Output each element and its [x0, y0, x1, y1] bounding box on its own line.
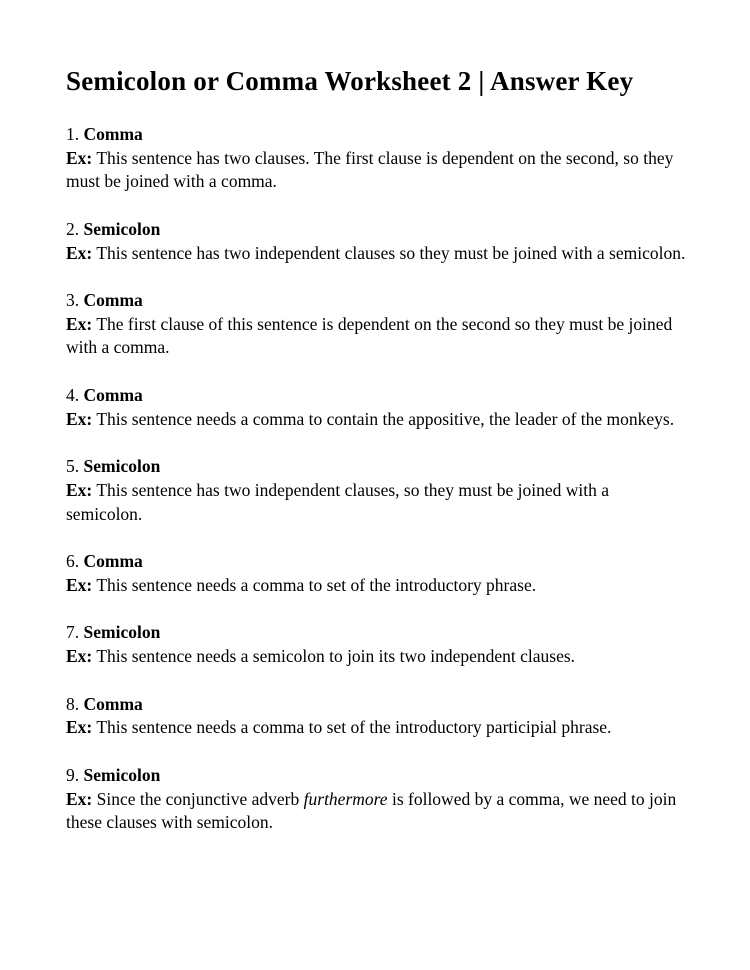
explanation-text-post: is followed by a comma, we need to join these clauses with semicolon.	[66, 788, 677, 833]
item-answer: Semicolon	[83, 456, 161, 477]
item-explanation	[66, 313, 686, 360]
answer-item	[66, 621, 686, 668]
item-number: 5.	[66, 456, 80, 477]
item-number: 2.	[66, 218, 80, 239]
ex-label: Ex:	[66, 717, 93, 738]
answer-line	[66, 764, 686, 788]
explanation-text-pre: Since the conjunctive adverb	[96, 788, 304, 809]
explanation-text: The first clause of this sentence is dependent on the second so they must be joined with a comma.	[66, 313, 673, 358]
item-answer: Comma	[83, 551, 143, 572]
explanation-text: This sentence needs a comma to set of the introductory phrase.	[96, 574, 537, 595]
item-explanation	[66, 147, 686, 194]
item-number: 6.	[66, 551, 80, 572]
item-answer: Comma	[83, 693, 143, 714]
item-number: 3.	[66, 290, 80, 311]
item-number: 7.	[66, 622, 80, 643]
item-answer: Semicolon	[83, 218, 161, 239]
ex-label: Ex:	[66, 479, 93, 500]
answer-item	[66, 123, 686, 194]
ex-label: Ex:	[66, 313, 93, 334]
ex-label: Ex:	[66, 242, 93, 263]
explanation-text: This sentence has two independent clauses so they must be joined with a semicolon.	[96, 242, 686, 263]
ex-label: Ex:	[66, 788, 93, 809]
item-number: 4.	[66, 385, 80, 405]
item-answer: Comma	[83, 290, 143, 311]
item-explanation	[66, 242, 686, 266]
answer-line	[66, 289, 686, 313]
explanation-text: This sentence needs a semicolon to join its two independent clauses.	[96, 646, 576, 666]
answer-line	[66, 123, 686, 147]
answer-item	[66, 455, 686, 526]
answer-item	[66, 764, 686, 835]
answer-item	[66, 289, 686, 360]
item-explanation	[66, 716, 686, 740]
item-number: 1.	[66, 124, 80, 144]
item-explanation	[66, 574, 686, 598]
ex-label: Ex:	[66, 574, 93, 595]
ex-label: Ex:	[66, 147, 93, 168]
item-explanation	[66, 788, 686, 835]
item-answer: Semicolon	[83, 764, 161, 785]
answer-item	[66, 384, 686, 431]
item-explanation	[66, 645, 686, 669]
item-answer: Comma	[83, 385, 143, 405]
answer-item	[66, 693, 686, 740]
item-explanation	[66, 479, 686, 526]
item-number: 8.	[66, 693, 80, 714]
answer-line	[66, 621, 686, 645]
answer-line	[66, 693, 686, 717]
item-answer: Comma	[83, 124, 143, 144]
item-number: 9.	[66, 764, 80, 785]
item-explanation	[66, 408, 686, 432]
explanation-text: This sentence needs a comma to set of the introductory participial phrase.	[96, 717, 612, 738]
page-title: Semicolon or Comma Worksheet 2 | Answer Key	[66, 66, 634, 96]
ex-label: Ex:	[66, 408, 93, 429]
answer-line	[66, 550, 686, 574]
answer-line	[66, 384, 686, 408]
item-answer: Semicolon	[83, 622, 161, 643]
explanation-text: This sentence needs a comma to contain the appositive, the leader of the monkeys.	[96, 408, 675, 429]
ex-label: Ex:	[66, 646, 93, 666]
answer-item	[66, 550, 686, 597]
answer-line	[66, 455, 686, 479]
explanation-text: This sentence has two clauses. The first clause is dependent on the second, so they must be joined with a comma.	[66, 147, 674, 192]
italic-word: furthermore	[303, 788, 388, 809]
answer-item	[66, 218, 686, 265]
explanation-text: This sentence has two independent clauses, so they must be joined with a semicolon.	[66, 479, 610, 524]
answer-line	[66, 218, 686, 242]
